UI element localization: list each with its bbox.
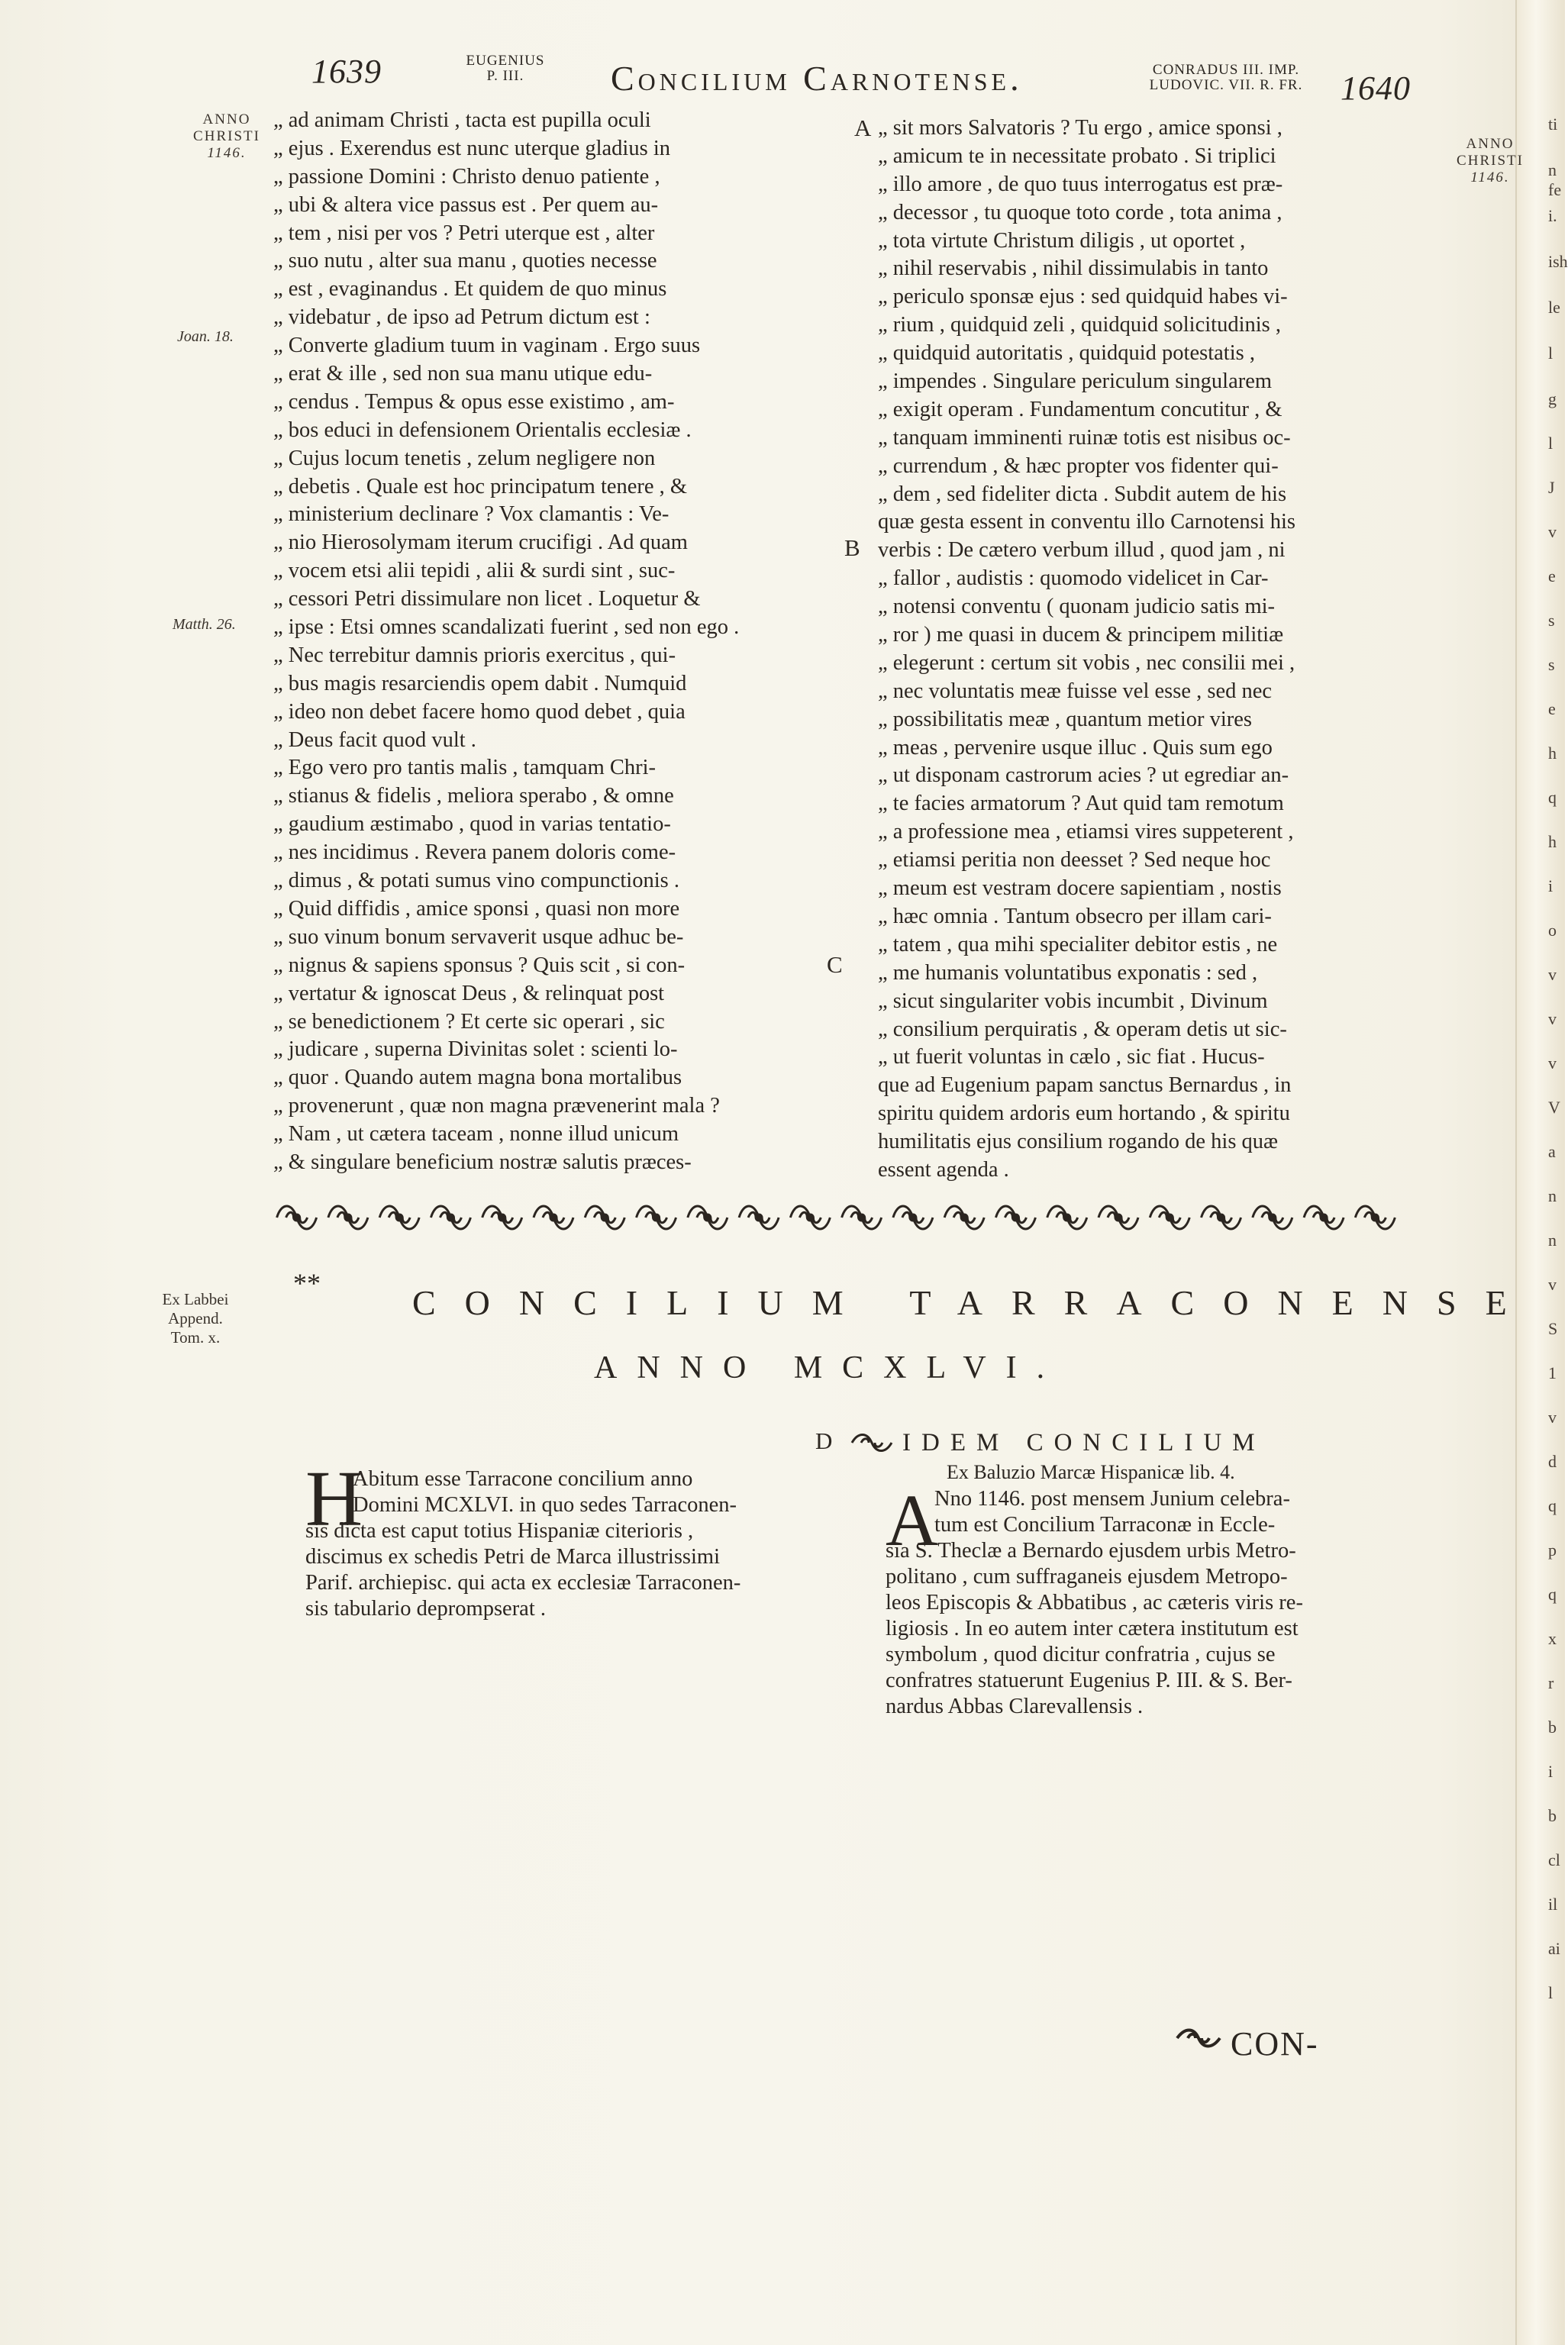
edge-letter: v — [1548, 1275, 1557, 1294]
ornament-fleuron — [1304, 1206, 1344, 1229]
text-line: „ meum est vestram docere sapientiam , nostis — [878, 876, 1282, 901]
text-line: „ nes incidimus . Revera panem doloris come- — [273, 840, 676, 865]
text-line: „ periculo sponsæ ejus : sed quidquid habes vi- — [878, 285, 1288, 309]
running-head-title: Concilium Carnotense. — [611, 59, 1023, 98]
ornament-fleuron — [637, 1206, 676, 1229]
edge-letter: n — [1548, 1231, 1557, 1250]
edge-letter: S — [1548, 1319, 1558, 1338]
text-line: „ nihil reservabis , nihil dissimulabis in tanto — [878, 256, 1269, 281]
ornament-fleuron — [482, 1206, 522, 1229]
edge-letter: v — [1548, 522, 1557, 541]
right-text-column — [878, 115, 1443, 1185]
edge-letter: o — [1548, 921, 1557, 940]
text-line: „ tota virtute Christum diligis , ut oportet , — [878, 228, 1246, 253]
text-line: „ bus magis resarciendis opem dabit . Numquid — [273, 671, 687, 695]
text-line: quæ gesta essent in conventu illo Carnotensi his — [878, 510, 1295, 534]
text-line: tum est Concilium Tarraconæ in Eccle- — [934, 1513, 1276, 1537]
text-line: „ Deus facit quod vult . — [273, 727, 476, 752]
edge-letter: l — [1548, 344, 1553, 363]
text-line: discimus ex schedis Petri de Marca illustrissimi — [305, 1545, 721, 1569]
section-mark-a: A — [854, 115, 872, 141]
text-line: „ erat & ille , sed non sua manu utique edu- — [273, 362, 653, 386]
text-line: „ notensi conventu ( quonam judicio satis mi- — [878, 595, 1276, 619]
edge-letter: ai — [1548, 1939, 1560, 1958]
text-line: „ est , evaginandus . Et quidem de quo minus — [273, 277, 667, 302]
margin-source-labbe: Ex Labbei Append. Tom. x. — [162, 1290, 229, 1347]
text-line: „ Converte gladium tuum in vaginam . Ergo suus — [273, 334, 701, 358]
edge-letter: v — [1548, 1408, 1557, 1427]
text-line: „ videbatur , de ipso ad Petrum dictum est : — [273, 305, 650, 330]
text-line: Abitum esse Tarracone concilium anno — [353, 1467, 693, 1491]
running-head-right: CONRADUS III. IMP. LUDOVIC. VII. R. FR. — [1149, 62, 1303, 93]
ornament-fleuron — [1202, 1206, 1241, 1229]
ornament-fleuron — [1047, 1206, 1087, 1229]
edge-letter: le — [1548, 298, 1560, 317]
text-line: „ nio Hierosolymam iterum crucifigi . Ad quam — [273, 531, 688, 555]
left-text-column — [273, 107, 838, 1177]
edge-letter: s — [1548, 655, 1555, 674]
edge-letter: v — [1548, 965, 1557, 984]
text-line: „ dem , sed fideliter dicta . Subdit autem de his — [878, 482, 1287, 506]
text-line: „ nec voluntatis meæ fuisse vel esse , sed nec — [878, 679, 1273, 703]
left-paragraph — [305, 1466, 840, 1621]
text-line: „ tatem , qua mihi specialiter debitor estis , ne — [878, 932, 1278, 956]
text-line: „ quidquid autoritatis , quidquid potestatis , — [878, 341, 1255, 366]
edge-letter: l — [1548, 1983, 1553, 2002]
text-line: „ se benedictionem ? Et certe sic operari , sic — [273, 1009, 665, 1034]
text-line: Nno 1146. post mensem Junium celebra- — [934, 1487, 1290, 1511]
text-line: Domini MCXLVI. in quo sedes Tarraconen- — [353, 1493, 737, 1517]
edge-letter: x — [1548, 1629, 1557, 1648]
edge-letter: h — [1548, 743, 1557, 763]
edge-letter: V — [1548, 1098, 1560, 1117]
text-line: „ ut fuerit voluntas in cælo , sic fiat . Hucus- — [878, 1045, 1265, 1069]
edge-letter: n — [1548, 1186, 1557, 1205]
text-line: sis tabulario deprompserat . — [305, 1597, 547, 1621]
ornament-fleuron — [1355, 1206, 1395, 1229]
ornament-fleuron — [328, 1206, 368, 1229]
text-line: verbis : De cætero verbum illud , quod jam , ni — [878, 538, 1286, 563]
text-line: nardus Abbas Clarevallensis . — [886, 1695, 1144, 1718]
ornament-fleuron — [995, 1206, 1035, 1229]
edge-letter: q — [1548, 1585, 1557, 1604]
text-line: „ elegerunt : certum sit vobis , nec consilii mei , — [878, 650, 1295, 675]
text-line: „ amicum te in necessitate probato . Si triplici — [878, 144, 1276, 168]
text-line: „ nignus & sapiens sponsus ? Quis scit , si con- — [273, 953, 686, 977]
text-line: „ fallor , audistis : quomodo videlicet in Car- — [878, 566, 1269, 591]
text-line: Parif. archiepisc. qui acta ex ecclesiæ Tarraconen- — [305, 1571, 741, 1595]
edge-letter: b — [1548, 1718, 1557, 1737]
edge-letter: d — [1548, 1452, 1557, 1471]
text-line: „ ideo non debet facere homo quod debet , quia — [273, 699, 686, 724]
text-line: „ Nam , ut cætera taceam , nonne illud unicum — [273, 1122, 679, 1147]
running-head-left: EUGENIUS P. III. — [466, 53, 545, 84]
text-line: „ ipse : Etsi omnes scandalizati fuerint , sed non ego . — [273, 615, 740, 640]
text-line: „ judicare , superna Divinitas solet : scienti lo- — [273, 1037, 678, 1062]
text-line: „ bos educi in defensionem Orientalis ecclesiæ . — [273, 418, 692, 442]
section-mark-b: B — [844, 534, 860, 561]
text-line: „ exigit operam . Fundamentum concutitur , & — [878, 397, 1282, 421]
edge-letter: v — [1548, 1053, 1557, 1073]
edge-letter: p — [1548, 1540, 1557, 1560]
text-line: „ provenerunt , quæ non magna prævenerint mala ? — [273, 1094, 720, 1118]
editorial-asterisks: ** — [293, 1268, 321, 1298]
ornament-fleuron — [1150, 1206, 1189, 1229]
ornament-fleuron — [1253, 1206, 1292, 1229]
catchword-fleuron-icon — [1174, 2023, 1223, 2053]
edge-letter: e — [1548, 699, 1556, 718]
edge-letter: 1 — [1548, 1363, 1557, 1382]
right-paragraph — [886, 1479, 1450, 1719]
ornament-fleuron — [379, 1206, 419, 1229]
ornament-fleuron — [277, 1206, 317, 1229]
text-line: „ hæc omnia . Tantum obsecro per illam cari- — [878, 904, 1272, 928]
edge-letter: g — [1548, 389, 1557, 408]
edge-letter: il — [1548, 1895, 1558, 1914]
text-line: „ suo nutu , alter sua manu , quoties necesse — [273, 249, 657, 273]
text-line: confratres statuerunt Eugenius P. III. & S. Ber- — [886, 1669, 1292, 1692]
section-title: CONCILIUM TARRACONENSE — [412, 1283, 1536, 1322]
text-line: „ te facies armatorum ? Aut quid tam remotum — [878, 792, 1284, 816]
text-line: „ cessori Petri dissimulare non licet . Loquetur & — [273, 587, 701, 611]
text-line: „ ut disponam castrorum acies ? ut egrediar an- — [878, 763, 1289, 788]
text-line: „ tem , nisi per vos ? Petri uterque est , alter — [273, 221, 655, 245]
text-line: „ & singulare beneficium nostræ salutis præces- — [273, 1150, 692, 1174]
text-line: „ Cujus locum tenetis , zelum negligere non — [273, 446, 656, 470]
ornament-fleuron — [944, 1206, 984, 1229]
text-line: „ passione Domini : Christo denuo patiente , — [273, 164, 660, 189]
text-line: „ consilium perquiratis , & operam detis ut sic- — [878, 1017, 1287, 1041]
text-line: „ ubi & altera vice passus est . Per quem au- — [273, 192, 659, 217]
text-line: „ impendes . Singulare periculum singularem — [878, 369, 1273, 394]
text-line: essent agenda . — [878, 1157, 1009, 1182]
text-line: „ vocem etsi alii tepidi , alii & surdi sint , suc- — [273, 559, 676, 583]
text-line: „ sit mors Salvatoris ? Tu ergo , amice sponsi , — [878, 116, 1282, 140]
ornament-fleuron — [431, 1206, 470, 1229]
text-line: „ currendum , & hæc propter vos fidenter qui- — [878, 453, 1279, 478]
text-line: „ decessor , tu quoque toto corde , tota anima , — [878, 200, 1282, 224]
text-line: „ possibilitatis meæ , quantum metior vires — [878, 707, 1252, 731]
ornament-fleuron — [1099, 1206, 1138, 1229]
ornament-fleuron — [534, 1206, 573, 1229]
ornament-fleuron — [893, 1206, 933, 1229]
text-line: ligiosis . In eo autem inter cætera institutum est — [886, 1617, 1299, 1640]
text-line: sis dicta est caput totius Hispaniæ citerioris , — [305, 1519, 694, 1543]
text-line: „ vertatur & ignoscat Deus , & relinquat post — [273, 981, 665, 1005]
text-line: „ ejus . Exerendus est nunc uterque gladius in — [273, 136, 670, 160]
text-line: spiritu quidem ardoris eum hortando , & spiritu — [878, 1102, 1290, 1126]
edge-letter: cl — [1548, 1850, 1560, 1869]
text-line: „ ad animam Christi , tacta est pupilla oculi — [273, 108, 651, 132]
edge-letter: b — [1548, 1806, 1557, 1825]
text-line: „ a professione mea , etiamsi vires suppeterent , — [878, 820, 1294, 844]
margin-year-left: ANNO CHRISTI 1146. — [193, 111, 260, 161]
catchword: CON- — [1231, 2025, 1319, 2063]
edge-letter: i. — [1548, 206, 1557, 225]
text-line: „ quor . Quando autem magna bona mortalibus — [273, 1066, 682, 1090]
edge-letter: n fe — [1548, 160, 1562, 199]
source-note: Ex Baluzio Marcæ Hispanicæ lib. 4. — [947, 1461, 1235, 1483]
edge-letter: r — [1548, 1673, 1554, 1692]
section-mark-c: C — [827, 951, 843, 978]
edge-letter: a — [1548, 1142, 1556, 1161]
edge-letter: i — [1548, 1762, 1553, 1781]
edge-letter: l — [1548, 434, 1553, 453]
margin-year-right: ANNO CHRISTI 1146. — [1457, 136, 1524, 185]
text-line: „ gaudium æstimabo , quod in varias tentatio- — [273, 812, 671, 837]
text-line: „ dimus , & potati sumus vino compunctionis . — [273, 869, 679, 893]
text-line: „ debetis . Quale est hoc principatum tenere , & — [273, 474, 688, 498]
text-line: „ tanquam imminenti ruinæ totis est nisibus oc- — [878, 425, 1291, 450]
margin-ref-joan: Joan. 18. — [177, 328, 234, 345]
section-mark-d: D — [815, 1427, 833, 1454]
edge-letter: i — [1548, 876, 1553, 895]
ornament-fleuron — [739, 1206, 779, 1229]
text-line: „ cendus . Tempus & opus esse existimo , am- — [273, 389, 675, 414]
edge-letter: s — [1548, 611, 1555, 630]
text-line: sia S. Theclæ a Bernardo ejusdem urbis Metro- — [886, 1539, 1296, 1563]
sub-heading: IDEM CONCILIUM — [902, 1429, 1266, 1456]
edge-letter: h — [1548, 832, 1557, 851]
text-line: „ meas , pervenire usque illuc . Quis sum ego — [878, 735, 1273, 760]
ornament-fleuron — [790, 1206, 830, 1229]
fleuron-icon — [849, 1429, 895, 1456]
decorative-ornament-band — [271, 1195, 1401, 1240]
text-line: „ etiamsi peritia non deesset ? Sed neque hoc — [878, 848, 1271, 873]
drop-cap-right: A — [886, 1479, 939, 1561]
text-line: „ illo amore , de quo tuus interrogatus est præ- — [878, 172, 1283, 196]
text-line: „ Ego vero pro tantis malis , tamquam Chri- — [273, 756, 657, 780]
text-line: „ suo vinum bonum servaverit usque adhuc be- — [273, 924, 684, 949]
edge-letter: q — [1548, 788, 1557, 807]
page-number-left: 1639 — [311, 53, 382, 90]
edge-letter: q — [1548, 1496, 1557, 1515]
text-line: „ sicut singulariter vobis incumbit , Divinum — [878, 989, 1268, 1013]
ornament-fleuron — [688, 1206, 728, 1229]
text-line: „ rium , quidquid zeli , quidquid solicitudinis , — [878, 313, 1282, 337]
edge-letter: ish — [1548, 252, 1568, 271]
text-line: „ Nec terrebitur damnis prioris exercitus , qui- — [273, 643, 676, 667]
margin-ref-matth: Matth. 26. — [173, 616, 236, 633]
ornament-fleuron — [585, 1206, 624, 1229]
text-line: symbolum , quod dicitur confratria , cujus se — [886, 1643, 1276, 1666]
text-line: „ stianus & fidelis , meliora sperabo , & omne — [273, 784, 674, 808]
text-line: „ me humanis voluntatibus exponatis : sed , — [878, 960, 1258, 985]
text-line: „ ministerium declinare ? Vox clamantis : Ve- — [273, 502, 669, 527]
text-line: „ ror ) me quasi in ducem & principem militiæ — [878, 623, 1284, 647]
text-line: „ Quid diffidis , amice sponsi , quasi non more — [273, 896, 680, 921]
text-line: que ad Eugenium papam sanctus Bernardus , in — [878, 1073, 1292, 1098]
edge-letter: J — [1548, 478, 1555, 497]
edge-letter: v — [1548, 1009, 1557, 1028]
drop-cap-left: H — [305, 1455, 363, 1543]
edge-letter: ti — [1548, 115, 1558, 134]
page-number-right: 1640 — [1341, 69, 1411, 107]
text-line: humilitatis ejus consilium rogando de his quæ — [878, 1130, 1279, 1154]
edge-letter: e — [1548, 566, 1556, 585]
section-year: ANNO MCXLVI. — [594, 1350, 1065, 1385]
text-line: leos Episcopis & Abbatibus , ac cæteris viris re- — [886, 1591, 1303, 1614]
binding-edge — [1515, 0, 1565, 2345]
ornament-fleuron — [842, 1206, 882, 1229]
text-line: politano , cum suffraganeis ejusdem Metropo- — [886, 1565, 1288, 1589]
